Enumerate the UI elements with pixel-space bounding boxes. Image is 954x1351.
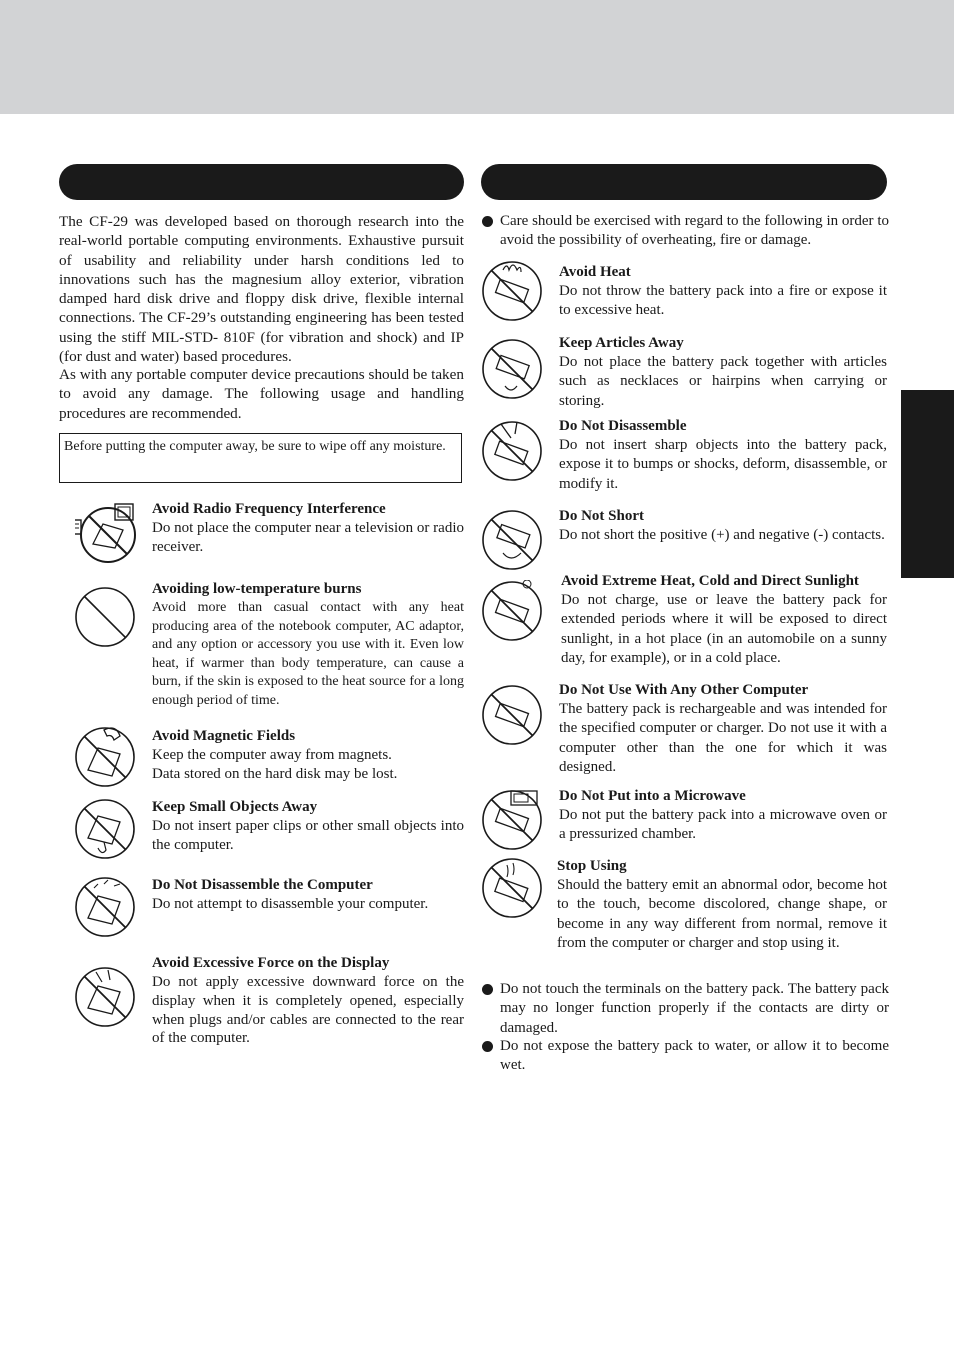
- item-title: Stop Using: [557, 858, 627, 874]
- item-disassemble-computer: [152, 876, 464, 914]
- articles-prohibited-icon: [481, 338, 543, 400]
- item-description: Do not short the positive (+) and negative (-) contacts.: [559, 527, 885, 543]
- section-header-bar-left: [59, 164, 464, 200]
- item-title: Do Not Put into a Microwave: [559, 788, 746, 804]
- header-band: [0, 0, 954, 114]
- item-title: Do Not Disassemble: [559, 418, 687, 434]
- small-objects-prohibited-icon: [74, 798, 136, 860]
- item-title: Do Not Use With Any Other Computer: [559, 682, 809, 698]
- stop-using-prohibited-icon: [481, 857, 543, 919]
- magnet-prohibited-icon: [74, 726, 136, 788]
- item-radio-frequency: [152, 500, 464, 558]
- item-description: Do not attempt to disassemble your computer.: [152, 896, 429, 912]
- fire-prohibited-icon: [481, 260, 543, 322]
- item-small-objects: [152, 798, 464, 856]
- bullet-text: Care should be exercised with regard to the following in order to avoid the possibility of overheating, fire or damage.: [500, 213, 889, 249]
- item-description: Do not place the computer near a television or radio receiver.: [152, 520, 464, 556]
- bullet-dot: [482, 1041, 493, 1052]
- item-title: Avoid Heat: [559, 264, 631, 280]
- item-excessive-force: [152, 954, 464, 1048]
- item-do-not-disassemble: [559, 417, 887, 494]
- item-description: Should the battery emit an abnormal odor, become hot to the touch, become discolored, change shape, or become in any way different from normal, remove it from the computer or charger and stop using it.: [557, 877, 887, 951]
- bullet-dot: [482, 216, 493, 227]
- item-title: Avoiding low-temperature burns: [152, 581, 362, 597]
- disassemble-prohibited-icon: [481, 420, 543, 482]
- item-title: Avoid Magnetic Fields: [152, 728, 296, 744]
- radio-frequency-prohibited-icon: [75, 502, 137, 564]
- bullet-text: Do not expose the battery pack to water, or allow it to become wet.: [500, 1038, 889, 1074]
- microwave-prohibited-icon: [481, 789, 543, 851]
- item-title: Avoid Extreme Heat, Cold and Direct Sunlight: [561, 573, 859, 589]
- item-description: Do not insert paper clips or other small objects into the computer.: [152, 818, 464, 854]
- item-description: Do not place the battery pack together with articles such as necklaces or hairpins when carrying or storing.: [559, 354, 887, 409]
- item-other-computer: [559, 681, 887, 777]
- item-avoid-heat: [559, 263, 887, 321]
- bullet-text: Do not touch the terminals on the battery pack. The battery pack may no longer function properly if the contacts are dirty or damaged.: [500, 981, 889, 1036]
- item-keep-articles-away: [559, 334, 887, 411]
- item-microwave: [559, 787, 887, 845]
- bullet-terminals: [481, 980, 889, 1038]
- item-description: Avoid more than casual contact with any heat producing area of the notebook computer, AC adaptor, and any option or accessory you use with it. Even low heat, if warmer than body temperature, can cause a burn, if the skin is exposed to the heat source for a long enough period of time.: [152, 600, 464, 708]
- item-low-temperature-burns: [152, 580, 464, 711]
- item-title: Keep Small Objects Away: [152, 799, 318, 815]
- item-title: Avoid Excessive Force on the Display: [152, 955, 390, 971]
- item-description: Do not charge, use or leave the battery pack for extended periods where it will be exposed to direct sunlight, in a hot place (in an automobile on a sunny day, for example), or in a cold place.: [561, 592, 887, 666]
- bullet-dot: [482, 984, 493, 995]
- item-description: Do not insert sharp objects into the battery pack, expose it to bumps or shocks, deform, disassemble, or modify it.: [559, 437, 887, 492]
- chapter-tab: [901, 390, 954, 578]
- item-description: Do not put the battery pack into a microwave oven or a pressurized chamber.: [559, 807, 887, 843]
- item-description: Do not apply excessive downward force on the display when it is completely opened, especially when plugs and/or cables are connected to the rear of the computer.: [152, 974, 464, 1047]
- disassemble-prohibited-icon: [74, 876, 136, 938]
- item-do-not-short: [559, 507, 887, 545]
- prohibited-icon: [74, 586, 136, 648]
- bullet-water: [481, 1037, 889, 1076]
- item-title: Do Not Short: [559, 508, 644, 524]
- short-circuit-prohibited-icon: [481, 509, 543, 571]
- intro-paragraph: The CF-29 was developed based on thorough research into the real-world portable computing environments. Exhaustive pursuit of usability and reliability under harsh conditions led to innovations such has the magnesium alloy exterior, vibration damped hard disk drive and floppy disk drive, flexible internal connections. The CF-29’s outstanding engineering has been tested using the stiff MIL-STD- 810F (for vibration and shock) and IP (for dust and water) based procedures.: [59, 213, 464, 366]
- item-extreme-heat-cold-sunlight: [561, 572, 887, 668]
- item-description: Do not throw the battery pack into a fire or expose it to excessive heat.: [559, 283, 887, 319]
- item-magnetic-fields: [152, 727, 464, 785]
- item-title: Keep Articles Away: [559, 335, 684, 351]
- item-title: Avoid Radio Frequency Interference: [152, 501, 386, 517]
- intro-paragraph-2: As with any portable computer device precautions should be taken to avoid any damage. The following usage and handling procedures are recommended.: [59, 366, 464, 422]
- bullet-care: [481, 212, 889, 251]
- item-title: Do Not Disassemble the Computer: [152, 877, 373, 893]
- note-box: Before putting the computer away, be sure to wipe off any moisture.: [59, 433, 462, 483]
- item-description: Keep the computer away from magnets.: [152, 747, 392, 763]
- sunlight-prohibited-icon: [481, 580, 543, 642]
- section-header-bar-right: [481, 164, 887, 200]
- item-stop-using: [557, 857, 887, 953]
- other-computer-prohibited-icon: [481, 684, 543, 746]
- item-description-2: Data stored on the hard disk may be lost.: [152, 766, 398, 783]
- item-description: The battery pack is rechargeable and was intended for the specified computer or charger. Do not use it with a computer other than the one for which it was designed.: [559, 701, 887, 775]
- excessive-force-prohibited-icon: [74, 966, 136, 1028]
